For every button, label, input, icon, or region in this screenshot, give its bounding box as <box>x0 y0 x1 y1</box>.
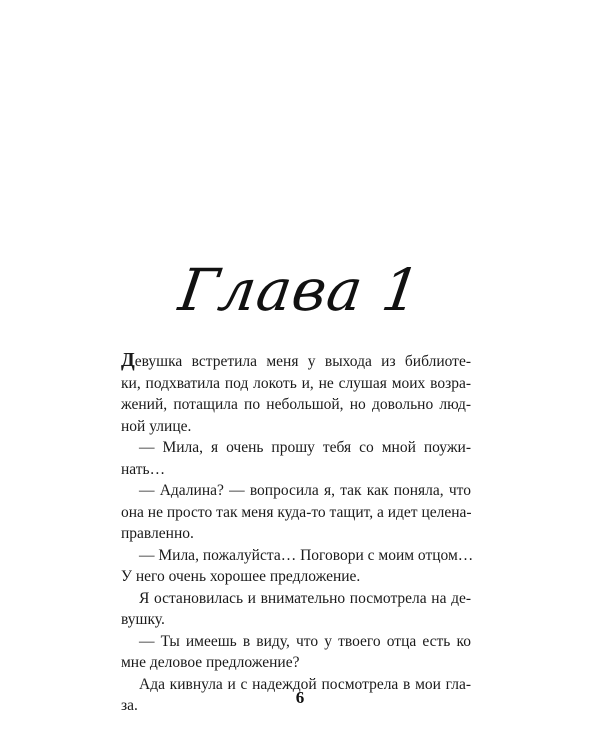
text-line: за. <box>121 697 138 714</box>
text-line: мне деловое предложение? <box>121 654 300 671</box>
chapter-title: Глава 1 <box>174 256 426 324</box>
page-number: 6 <box>295 688 305 707</box>
text-line: Я остановилась и внимательно посмотрела на де- <box>139 589 471 607</box>
text-line: — Мила, я очень прошу тебя со мной поужи- <box>139 439 471 456</box>
body-text <box>121 349 474 717</box>
text-line: — Адалина? — вопросила я, так как поняла, что <box>139 482 471 499</box>
text-line: Девушка встретила меня у выхода из библиоте- <box>121 349 471 371</box>
text-line: — Ты имеешь в виду, что у твоего отца есть ко <box>139 632 471 650</box>
text-line: — Мила, пожалуйста… Поговори с моим отцом… <box>139 546 474 564</box>
text-line: вушку. <box>121 611 165 628</box>
text-line: У него очень хорошее предложение. <box>121 568 361 585</box>
text-line: жений, потащила по небольшой, но довольно люд- <box>121 396 471 413</box>
text-line: ной улице. <box>121 417 192 435</box>
text-line: Ада кивнула и с надеждой посмотрела в мои гла- <box>139 675 471 693</box>
text-line: нать… <box>121 460 166 478</box>
text-line: она не просто так меня куда-то тащит, а идет целена- <box>121 503 472 521</box>
text-line: правленно. <box>121 525 194 542</box>
text-line: ки, подхватила под локоть и, не слушая моих возра- <box>121 374 471 392</box>
drop-cap: Д <box>121 349 135 371</box>
